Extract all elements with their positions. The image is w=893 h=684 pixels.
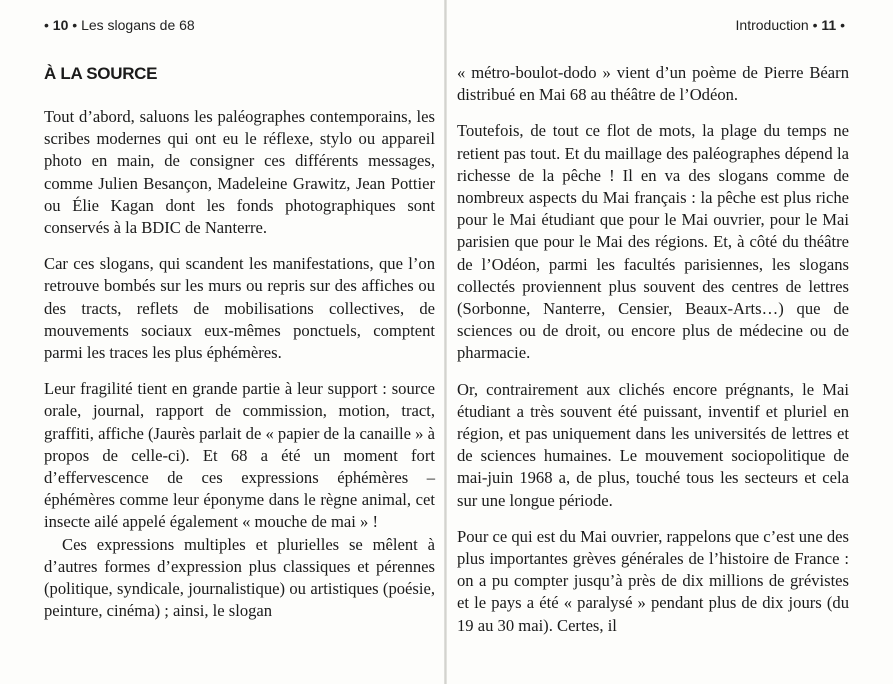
bullet: • <box>44 17 49 33</box>
paragraph: Car ces slogans, qui scandent les manifestations, que l’on retrouve bombés sur les murs ou repris sur des affiches ou des tracts, reflets de mobilisations collectives, de mouvements sociaux eux-mêmes ponctuels, comptent parmi les traces les plus éphémères. <box>44 254 435 363</box>
left-page <box>0 0 445 684</box>
left-running-head <box>44 17 195 33</box>
right-page <box>447 0 893 684</box>
bullet: • <box>840 17 845 33</box>
right-body-text <box>457 62 849 637</box>
paragraph: Toutefois, de tout ce flot de mots, la plage du temps ne retient pas tout. Et du maillage des paléographes dépend la richesse de la pêche ! Il en va des slogans comme de nombreux aspects du Mai français : la pêche est plus riche pour le Mai étudiant que pour le Mai ouvrier, pour le Mai parisien que pour le Mai des régions. Et, à côté du théâtre de l’Odéon, parmi les facultés parisiennes, les slogans collectés proviennent plus souvent des centres de lettres (Sorbonne, Nanterre, Censier, Beaux-Arts…) que de sciences ou de droit, ou encore plus de médecine ou de pharmacie. <box>457 121 849 363</box>
section-title: À LA SOURCE <box>44 64 158 83</box>
left-body-text <box>44 106 435 622</box>
right-running-head <box>736 17 845 33</box>
book-title: Les slogans de 68 <box>81 17 195 33</box>
paragraph: Tout d’abord, saluons les paléographes contemporains, les scribes modernes qui ont eu le réflexe, stylo ou appareil photo en main, de consigner ces différents messages, comme Julien Besançon, Madeleine Grawitz, Jean Pottier ou Élie Kagan dont les fonds photographiques sont conservés à la BDIC de Nanterre. <box>44 107 435 238</box>
paragraph: Pour ce qui est du Mai ouvrier, rappelons que c’est une des plus importantes grèves générales de l’histoire de France : on a pu compter jusqu’à près de dix millions de grévistes et le pays a été « paralysé » pendant plus de dix jours (du 19 au 30 mai). Certes, il <box>457 526 849 635</box>
paragraph: « métro-boulot-dodo » vient d’un poème de Pierre Béarn distribué en Mai 68 au théâtre de l’Odéon. <box>457 63 849 105</box>
paragraph: Leur fragilité tient en grande partie à leur support : source orale, journal, rapport de commission, motion, tract, graffiti, affiche (Jaurès parlait de « papier de la canaille » à propos de celle-ci). Et 68 a été un moment fort d’effervescence de ces expressions éphémères – éphémères comme leur éponyme dans le règne animal, cet insecte ailé appelé également « mouche de mai » ! <box>44 379 435 532</box>
page-number: 10 <box>52 17 69 33</box>
page-number: 11 <box>821 17 837 33</box>
chapter-title: Introduction <box>735 17 809 33</box>
bullet: • <box>72 17 78 33</box>
paragraph: Ces expressions multiples et plurielles se mêlent à d’autres formes d’expression plus classiques et pérennes (politique, syndicale, journalistique) ou artistiques (poésie, peinture, cinéma) ; ainsi, le slogan <box>44 534 435 621</box>
bullet: • <box>812 17 818 33</box>
paragraph: Or, contrairement aux clichés encore prégnants, le Mai étudiant a très souvent été puissant, inventif et pluriel en région, et pas uniquement dans les universités de lettres et de sciences humaines. Le mouvement sociopolitique de mai-juin 1968 a, de plus, touché tous les secteurs et cela sur une longue période. <box>457 379 849 510</box>
